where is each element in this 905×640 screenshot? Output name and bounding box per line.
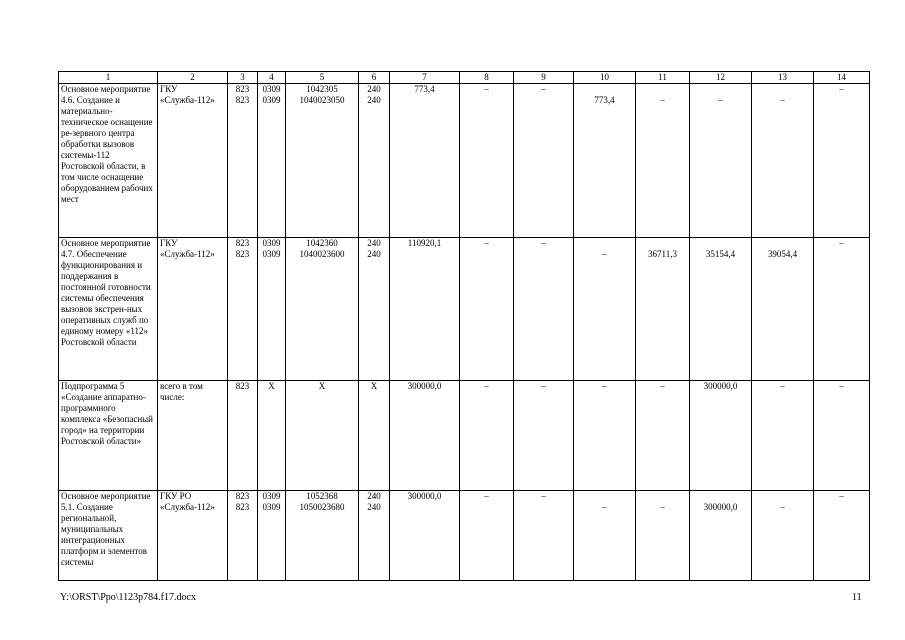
document-path: Y:\ORST\Ppo\1123p784.f17.docx <box>60 592 196 603</box>
value-cell <box>690 84 752 238</box>
value-cell <box>514 381 574 491</box>
cell-value: – <box>602 502 607 512</box>
cell-value: 823 <box>235 381 250 391</box>
value-cell <box>636 238 690 381</box>
cell-value: 240 <box>367 491 381 501</box>
cell-value: 0309 <box>262 238 281 248</box>
cell-value: 823 <box>235 95 250 105</box>
cell-value: – <box>602 249 607 259</box>
value-cell <box>390 238 460 381</box>
cell-value: – <box>541 381 546 391</box>
cell-value <box>462 95 511 106</box>
table-row <box>59 84 870 238</box>
cell-value: 240 <box>367 238 381 248</box>
value-cell <box>460 491 514 581</box>
table-row <box>59 238 870 381</box>
cell-value: 1052368 <box>306 491 338 501</box>
value-cell <box>814 84 870 238</box>
cell-value: 300000,0 <box>703 502 738 512</box>
cell-value <box>638 238 687 249</box>
cell-value: – <box>839 491 844 501</box>
column-number: 1 <box>59 72 158 84</box>
cell-value: 1040023050 <box>299 95 345 105</box>
cell-value: 300000,0 <box>407 491 442 501</box>
executor: всего в том числе: <box>158 381 228 491</box>
cell-value: – <box>780 502 785 512</box>
cell-value: 823 <box>235 502 250 512</box>
cell-value <box>576 84 633 95</box>
value-cell <box>359 491 390 581</box>
cell-value: – <box>484 84 489 94</box>
cell-value: – <box>602 381 607 391</box>
value-cell <box>690 381 752 491</box>
value-cell <box>258 491 286 581</box>
cell-value: 110920,1 <box>407 238 442 248</box>
cell-value: Х <box>370 381 378 391</box>
cell-value <box>516 95 571 106</box>
cell-value <box>692 491 749 502</box>
executor: ГКУ «Служба-112» <box>158 84 228 238</box>
cell-value: 36711,3 <box>648 249 677 259</box>
cell-value <box>754 491 811 502</box>
value-cell <box>286 491 359 581</box>
value-cell <box>636 491 690 581</box>
value-cell <box>286 381 359 491</box>
cell-value: – <box>484 491 489 501</box>
cell-value: 1042360 <box>306 238 338 248</box>
value-cell <box>752 84 814 238</box>
value-cell <box>514 491 574 581</box>
value-cell <box>390 381 460 491</box>
value-cell <box>690 491 752 581</box>
cell-value: 823 <box>235 491 250 501</box>
executor: ГКУ РО «Служба-112» <box>158 491 228 581</box>
value-cell <box>814 491 870 581</box>
cell-value: 39054,4 <box>767 249 798 259</box>
cell-value <box>692 84 749 95</box>
cell-value: 773,4 <box>414 84 435 94</box>
value-cell <box>814 381 870 491</box>
value-cell <box>228 238 258 381</box>
cell-value <box>392 249 457 260</box>
cell-value: 0309 <box>262 502 281 512</box>
cell-value <box>754 84 811 95</box>
cell-value: 823 <box>235 238 250 248</box>
cell-value: – <box>660 502 665 512</box>
value-cell <box>514 238 574 381</box>
activity-name: Подпрограмма 5 «Создание аппаратно-программного комплекса «Безопасный город» на территории Ростовской области» <box>59 381 158 491</box>
cell-value: – <box>780 95 785 105</box>
cell-value: 300000,0 <box>407 381 442 391</box>
activity-name: Основное мероприятие 4.7. Обеспечение функционирования и поддержания в постоянной готовности системы обеспечения вызовов экстрен-ных оперативных служб по единому номеру «112» Ростовской области <box>59 238 158 381</box>
value-cell <box>258 381 286 491</box>
cell-value: – <box>780 381 785 391</box>
cell-value: 240 <box>367 249 381 259</box>
column-number: 6 <box>359 72 390 84</box>
cell-value: – <box>541 491 546 501</box>
cell-value <box>576 491 633 502</box>
cell-value: – <box>718 95 723 105</box>
cell-value: 240 <box>367 84 381 94</box>
cell-value: 0309 <box>262 84 281 94</box>
cell-value: 35154,4 <box>705 249 736 259</box>
executor: ГКУ «Служба-112» <box>158 238 228 381</box>
cell-value: – <box>839 84 844 94</box>
column-number: 13 <box>752 72 814 84</box>
column-number: 7 <box>390 72 460 84</box>
value-cell <box>228 84 258 238</box>
value-cell <box>636 84 690 238</box>
value-cell <box>258 238 286 381</box>
value-cell <box>286 238 359 381</box>
cell-value: 0309 <box>262 249 281 259</box>
value-cell <box>574 84 636 238</box>
cell-value: – <box>660 95 665 105</box>
cell-value: 1042305 <box>306 84 338 94</box>
value-cell <box>752 381 814 491</box>
activity-name: Основное мероприятие 4.6. Создание и материально-техническое оснащение ре-зервного центра обработки вызовов системы-112 Ростовской области, в том числе оснащение оборудованием рабочих мест <box>59 84 158 238</box>
budget-table <box>58 71 870 581</box>
table-row <box>59 381 870 491</box>
cell-value <box>816 95 867 106</box>
value-cell <box>359 84 390 238</box>
value-cell <box>814 238 870 381</box>
cell-value: 0309 <box>262 491 281 501</box>
column-number-row <box>59 72 870 84</box>
page-number: 11 <box>852 592 862 603</box>
value-cell <box>514 84 574 238</box>
cell-value: – <box>839 381 844 391</box>
column-number: 9 <box>514 72 574 84</box>
value-cell <box>390 491 460 581</box>
value-cell <box>574 238 636 381</box>
value-cell <box>752 491 814 581</box>
column-number: 5 <box>286 72 359 84</box>
table-body <box>59 72 870 581</box>
cell-value <box>638 491 687 502</box>
cell-value <box>816 249 867 260</box>
cell-value <box>516 249 571 260</box>
cell-value: 0309 <box>262 95 281 105</box>
cell-value: Х <box>268 381 275 391</box>
value-cell <box>359 238 390 381</box>
activity-name: Основное мероприятие 5.1. Создание региональной, муниципальных интеграционных платформ и элементов системы <box>59 491 158 581</box>
cell-value: Х <box>318 381 326 391</box>
value-cell <box>690 238 752 381</box>
value-cell <box>258 84 286 238</box>
cell-value <box>638 84 687 95</box>
cell-value: 1050023680 <box>299 502 345 512</box>
column-number: 11 <box>636 72 690 84</box>
value-cell <box>228 491 258 581</box>
cell-value: 823 <box>235 84 250 94</box>
cell-value <box>462 502 511 513</box>
column-number: 4 <box>258 72 286 84</box>
value-cell <box>390 84 460 238</box>
column-number: 10 <box>574 72 636 84</box>
column-number: 2 <box>158 72 228 84</box>
column-number: 3 <box>228 72 258 84</box>
value-cell <box>228 381 258 491</box>
value-cell <box>636 381 690 491</box>
column-number: 12 <box>690 72 752 84</box>
cell-value: – <box>839 238 844 248</box>
cell-value: – <box>541 238 546 248</box>
cell-value <box>754 238 811 249</box>
value-cell <box>460 381 514 491</box>
cell-value <box>516 502 571 513</box>
value-cell <box>460 84 514 238</box>
cell-value: 823 <box>235 249 250 259</box>
value-cell <box>574 491 636 581</box>
cell-value <box>392 95 457 106</box>
value-cell <box>460 238 514 381</box>
cell-value: 773,4 <box>594 95 615 105</box>
value-cell <box>752 238 814 381</box>
cell-value: – <box>541 84 546 94</box>
cell-value <box>816 502 867 513</box>
cell-value <box>392 502 457 513</box>
cell-value: – <box>660 381 665 391</box>
value-cell <box>286 84 359 238</box>
cell-value: 300000,0 <box>703 381 738 391</box>
cell-value: 240 <box>367 95 381 105</box>
value-cell <box>359 381 390 491</box>
cell-value <box>576 238 633 249</box>
cell-value: – <box>484 381 489 391</box>
cell-value <box>692 238 749 249</box>
table-row <box>59 491 870 581</box>
column-number: 8 <box>460 72 514 84</box>
value-cell <box>574 381 636 491</box>
cell-value <box>462 249 511 260</box>
cell-value: – <box>484 238 489 248</box>
column-number: 14 <box>814 72 870 84</box>
cell-value: 240 <box>367 502 381 512</box>
cell-value: 1040023600 <box>299 249 345 259</box>
